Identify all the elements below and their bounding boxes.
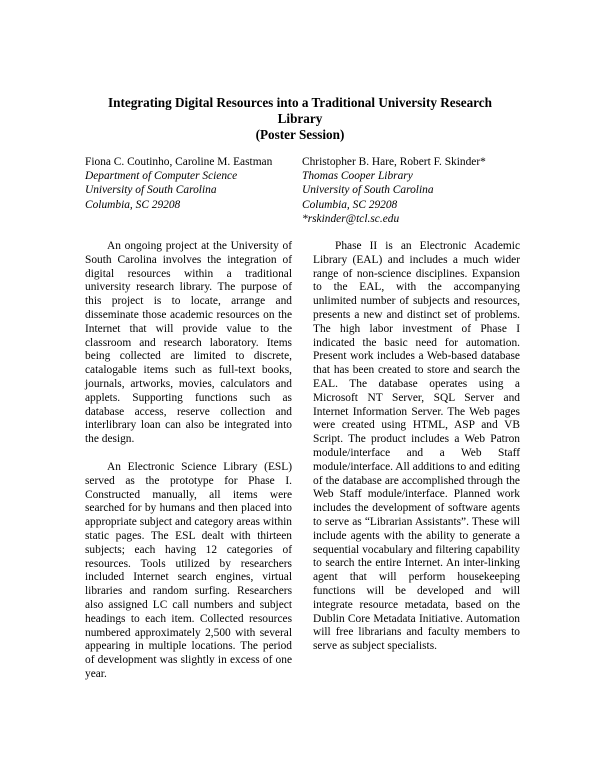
paper-title bbox=[80, 95, 520, 143]
body-column-right bbox=[313, 240, 520, 654]
author-university: University of South Carolina bbox=[302, 184, 434, 197]
body-paragraph: An Electronic Science Library (ESL) served as the prototype for Phase I. Constructed manually, all items were searched for by humans and then placed into appropriate subject and category areas within static pages. The ESL dealt with thirteen subjects; each having 12 categories of resources. Tools utilized by researchers included Internet search engines, virtual libraries and random surfing. Researchers also assigned LC call numbers and subject headings to each item. Collected resources numbered approximately 2,500 with several appearing in multiple locations. The period of development was slightly in excess of one year. bbox=[85, 460, 292, 680]
author-city: Columbia, SC 29208 bbox=[302, 198, 398, 211]
body-paragraph: Phase II is an Electronic Academic Library (EAL) and includes a much wider range of non-science disciplines. Expansion to the EAL, with the accompanying unlimited number of subjects and resources, presents a new and distinct set of problems. The high labor investment of Phase I indicated the basic need for automation. Present work includes a Web-based database that has been created to store and search the EAL. The database operates using a Microsoft NT Server, SQL Server and Internet Information Server. The Web pages were created using HTML, ASP and VB Script. The product includes a Web Patron module/interface and a Web Staff module/interface. All additions to and editing of the database are accomplished through the Web Staff module/interface. Planned work includes the development of software agents to serve as “Librarian Assistants”. These will include agents with the ability to generate a sequential vocabulary and filtering capability to search the entire Internet. An inter-linking agent that will perform housekeeping functions will be developed and will integrate resource metadata, based on the Dublin Core Metadata Initiative. Automation will free librarians and faculty members to serve as subject specialists. bbox=[313, 240, 520, 653]
author-block-right bbox=[302, 155, 522, 226]
author-names: Fiona C. Coutinho, Caroline M. Eastman bbox=[85, 156, 273, 168]
author-email: *rskinder@tcl.sc.edu bbox=[302, 212, 400, 225]
author-city: Columbia, SC 29208 bbox=[85, 198, 181, 211]
title-line-1: Integrating Digital Resources into a Traditional University Research bbox=[107, 95, 492, 110]
body-paragraph: An ongoing project at the University of South Carolina involves the integration of digital resources within a traditional university research library. The purpose of this project is to locate, arrange and disseminate those academic resources on the Internet that will provide value to the classroom and research laboratory. Items being collected are limited to discrete, catalogable items such as full-text books, journals, artworks, movies, calculators and applets. Supporting functions such as database access, reserve collection and interlibrary loan can also be integrated into the design. bbox=[85, 240, 292, 446]
title-line-2: Library bbox=[277, 111, 323, 126]
author-department: Thomas Cooper Library bbox=[302, 170, 413, 183]
author-department: Department of Computer Science bbox=[85, 170, 238, 183]
author-university: University of South Carolina bbox=[85, 184, 217, 197]
body-column-left bbox=[85, 240, 292, 682]
author-names: Christopher B. Hare, Robert F. Skinder* bbox=[302, 156, 486, 168]
author-block-left bbox=[85, 155, 295, 212]
title-line-3: (Poster Session) bbox=[255, 127, 345, 142]
